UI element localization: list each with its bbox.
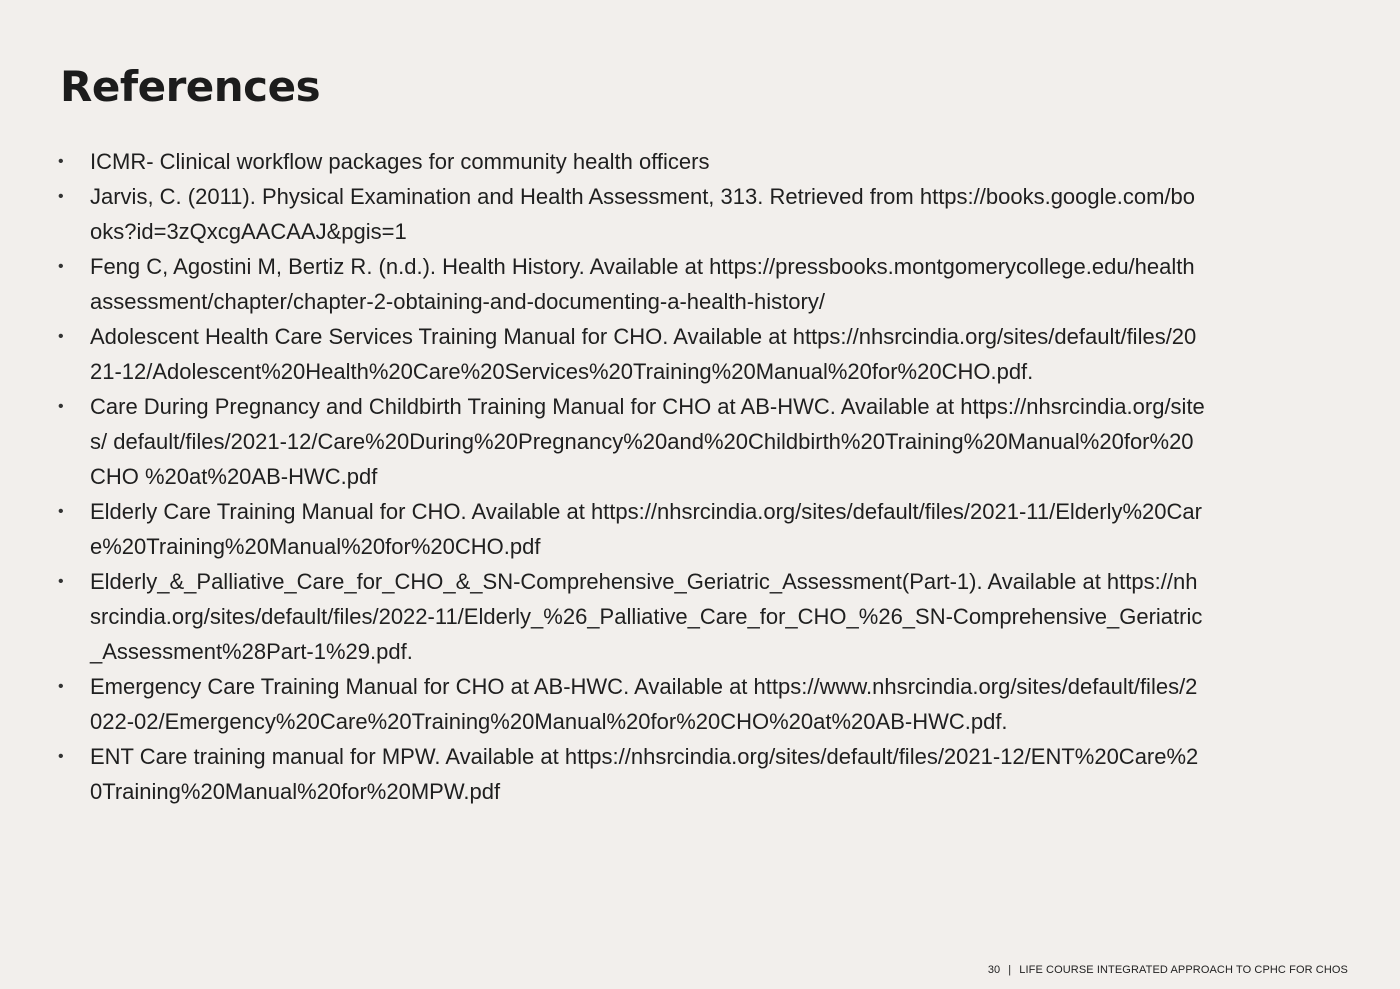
bullet-icon: •: [58, 153, 64, 170]
page-title: References: [60, 62, 321, 111]
reference-item: [56, 669, 1206, 739]
reference-text: Jarvis, C. (2011). Physical Examination and Health Assessment, 313. Retrieved from https://books.google.com/books?id=3zQxcgAACAAJ&pgis=1: [90, 184, 1196, 244]
bullet-icon: •: [58, 188, 64, 205]
bullet-icon: •: [58, 398, 64, 415]
reference-item: [56, 739, 1206, 809]
footer-title: LIFE COURSE INTEGRATED APPROACH TO CPHC FOR CHOS: [1019, 964, 1348, 976]
reference-item: [56, 494, 1206, 564]
reference-item: [56, 389, 1206, 494]
footer-separator: |: [1008, 964, 1012, 976]
bullet-icon: •: [58, 258, 64, 275]
reference-text: ICMR- Clinical workflow packages for community health officers: [90, 149, 710, 174]
bullet-icon: •: [58, 748, 64, 765]
page-number: 30: [987, 964, 1001, 976]
bullet-icon: •: [58, 328, 64, 345]
reference-text: Elderly Care Training Manual for CHO. Available at https://nhsrcindia.org/sites/default/files/2021-11/Elderly%20Care%20Training%20Manual%20for%20CHO.pdf: [90, 499, 1202, 559]
reference-item: [56, 249, 1206, 319]
reference-text: Adolescent Health Care Services Training Manual for CHO. Available at https://nhsrcindia.org/sites/default/files/2021-12/Adolescent%20Health%20Care%20Services%20Training%20Manual%20for%20CHO.pdf.: [90, 324, 1197, 384]
reference-text: Feng C, Agostini M, Bertiz R. (n.d.). Health History. Available at https://pressbooks.montgomerycollege.edu/healthassessment/chapter/chapter-2-obtaining-and-documenting-a-health-history/: [90, 254, 1195, 314]
reference-item: [56, 144, 1206, 179]
reference-list: [56, 144, 1206, 809]
reference-item: [56, 179, 1206, 249]
bullet-icon: •: [58, 678, 64, 695]
reference-text: Emergency Care Training Manual for CHO at AB-HWC. Available at https://www.nhsrcindia.org/sites/default/files/2022-02/Emergency%20Care%20Training%20Manual%20for%20CHO%20at%20AB-HWC.pdf.: [90, 674, 1198, 734]
reference-item: [56, 564, 1206, 669]
reference-text: Elderly_&_Palliative_Care_for_CHO_&_SN-Comprehensive_Geriatric_Assessment(Part-1). Available at https://nhsrcindia.org/sites/default/files/2022-11/Elderly_%26_Palliative_Care_for_CHO_%26_SN-Comprehensive_Geriatric_Assessment%28Part-1%29.pdf.: [90, 569, 1203, 664]
reference-text: Care During Pregnancy and Childbirth Training Manual for CHO at AB-HWC. Available at https://nhsrcindia.org/sites/ default/files/2021-12/Care%20During%20Pregnancy%20and%20Childbirth%20Training%20Manual%20for%20CHO %20at%20AB-HWC.pdf: [90, 394, 1205, 489]
reference-text: ENT Care training manual for MPW. Available at https://nhsrcindia.org/sites/default/files/2021-12/ENT%20Care%20Training%20Manual%20for%20MPW.pdf: [90, 744, 1199, 804]
bullet-icon: •: [58, 573, 64, 590]
page-footer: [988, 964, 1348, 976]
reference-item: [56, 319, 1206, 389]
bullet-icon: •: [58, 503, 64, 520]
